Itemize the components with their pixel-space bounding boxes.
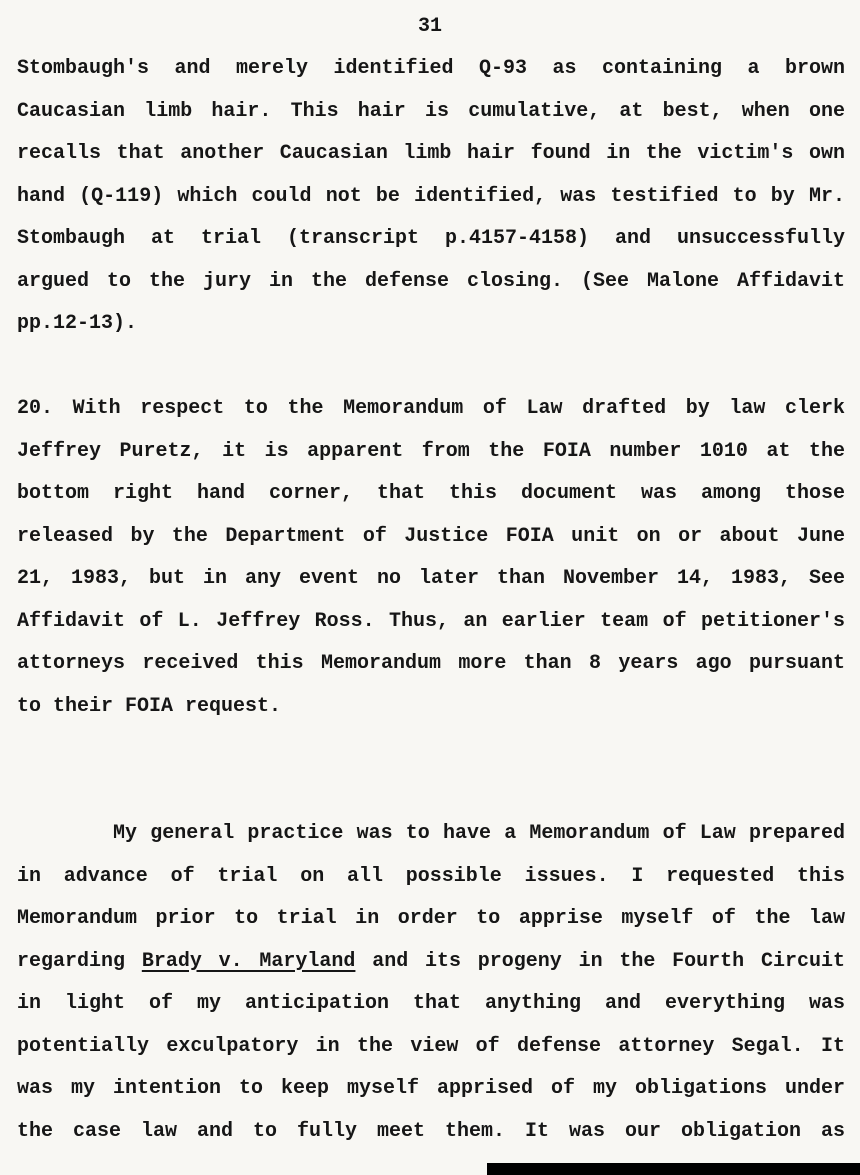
text-line	[17, 48, 845, 91]
text-line	[17, 983, 845, 1026]
text-segment: Stombaugh at trial (transcript p.4157-4158) and unsuccessfully	[17, 227, 845, 250]
text-segment: to their FOIA request.	[17, 694, 282, 718]
text-line	[17, 686, 845, 729]
document-body	[17, 48, 845, 1153]
text-segment: in advance of trial on all possible issues. I requested this	[17, 864, 845, 888]
text-line	[17, 388, 845, 431]
text-segment: 20. With respect to the Memorandum of Law drafted by law clerk	[17, 397, 845, 420]
text-segment: Caucasian limb hair. This hair is cumulative, at best, when one	[17, 99, 845, 123]
text-segment: attorneys received this Memorandum more than 8 years ago pursuant	[17, 652, 845, 675]
text-segment: released by the Department of Justice FOIA unit on or about June	[17, 524, 845, 548]
text-segment: Affidavit of L. Jeffrey Ross. Thus, an earlier team of petitioner's	[17, 609, 845, 633]
text-line	[17, 516, 845, 559]
text-line	[17, 91, 845, 134]
text-segment: Memorandum prior to trial in order to apprise myself of the law	[17, 907, 845, 930]
scan-artifact-bar	[487, 1163, 860, 1175]
text-line	[17, 261, 845, 304]
text-line	[17, 218, 845, 261]
text-segment: Jeffrey Puretz, it is apparent from the FOIA number 1010 at the	[17, 439, 845, 463]
text-line	[17, 473, 845, 516]
paragraph-general-practice	[17, 813, 845, 1153]
text-line	[17, 431, 845, 474]
text-line	[17, 558, 845, 601]
paragraph-hair-evidence	[17, 48, 845, 346]
text-line	[17, 856, 845, 899]
text-line	[17, 133, 845, 176]
text-segment: and its progeny in the Fourth Circuit	[355, 949, 845, 973]
text-segment: bottom right hand corner, that this document was among those	[17, 482, 845, 505]
text-segment: in light of my anticipation that anything and everything was	[17, 992, 845, 1015]
text-segment: argued to the jury in the defense closing. (See Malone Affidavit	[17, 269, 845, 293]
text-segment: pp.12-13).	[17, 312, 138, 335]
text-line	[17, 813, 845, 856]
text-segment: regarding	[17, 949, 142, 973]
text-line	[17, 643, 845, 686]
text-segment: potentially exculpatory in the view of defense attorney Segal. It	[17, 1034, 845, 1058]
text-segment: Stombaugh's and merely identified Q-93 as containing a brown	[17, 57, 845, 80]
text-line	[17, 1111, 845, 1154]
text-segment: the case law and to fully meet them. It was our obligation as	[17, 1119, 845, 1143]
text-line	[17, 941, 845, 984]
text-line	[17, 1026, 845, 1069]
text-segment: 21, 1983, but in any event no later than November 14, 1983, See	[17, 567, 845, 590]
text-line	[17, 176, 845, 219]
case-citation: Brady v. Maryland	[141, 949, 356, 973]
text-segment: hand (Q-119) which could not be identified, was testified to by Mr.	[17, 184, 845, 208]
text-segment: was my intention to keep myself apprised of my obligations under	[17, 1077, 845, 1100]
text-segment: recalls that another Caucasian limb hair found in the victim's own	[17, 142, 845, 165]
paragraph-20-memorandum-foia	[17, 388, 845, 728]
text-line	[17, 898, 845, 941]
text-line	[17, 601, 845, 644]
text-line	[17, 1068, 845, 1111]
page-number: 31	[417, 15, 442, 38]
text-segment: My general practice was to have a Memorandum of Law prepared	[113, 822, 845, 845]
text-line	[17, 303, 845, 346]
